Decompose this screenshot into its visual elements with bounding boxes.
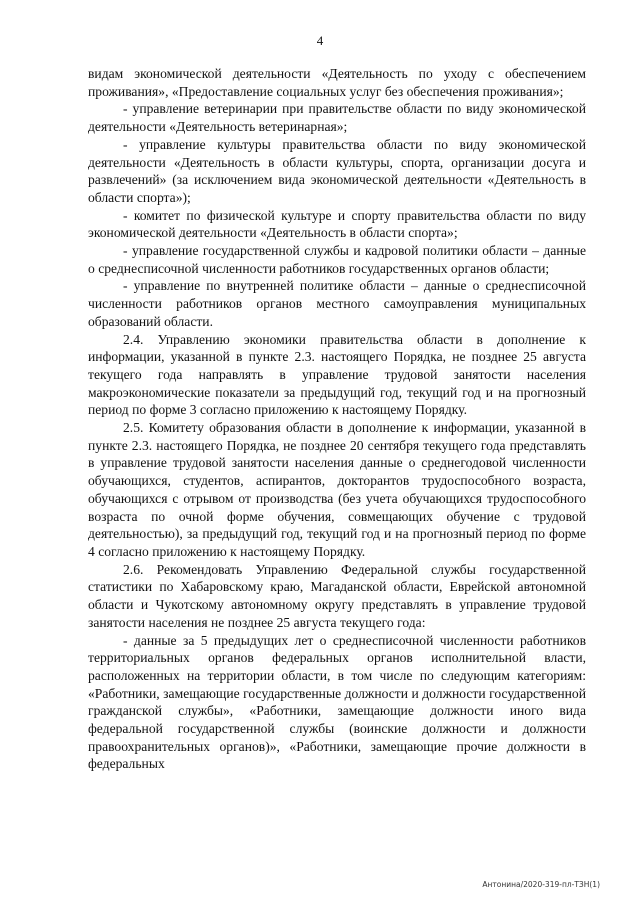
paragraph-civil-service: - управление государственной службы и кадровой политики области – данные о среднесписочной численности работников государственных органов области; (88, 243, 586, 276)
document-code-footer: Антонина/2020-319-пл-ТЗН(1) (482, 880, 600, 889)
paragraph-2-5: 2.5. Комитету образования области в дополнение к информации, указанной в пункте 2.3. настоящего Порядка, не позднее 20 сентября текущего года представлять в управление трудовой занятости населения данные о среднегодовой численности обучающихся, студентов, аспирантов, докторантов трудоспособного возраста, обучающихся с отрывом от производства (без учета обучающихся трудоспособного возраста по очной форме обучения, совмещающих обучение с трудовой деятельностью), за предыдущий год, текущий год и на прогнозный период по форме 4 согласно приложению к настоящему Порядку. (88, 420, 586, 559)
paragraph-continuation: видам экономической деятельности «Деятельность по уходу с обеспечением проживания», «Предоставление социальных услуг без обеспечения проживания»; (88, 66, 586, 99)
paragraph-veterinary: - управление ветеринарии при правительстве области по виду экономической деятельности «Деятельность ветеринарная»; (88, 101, 586, 135)
page-number: 4 (316, 33, 324, 48)
document-body (88, 65, 586, 773)
paragraph-sport: - комитет по физической культуре и спорту правительства области по виду экономической деятельности «Деятельность в области спорта»; (88, 207, 586, 241)
paragraph-internal-policy: - управление по внутренней политике области – данные о среднесписочной численности работников органов местного самоуправления муниципальных образований области. (88, 278, 586, 329)
paragraph-culture: - управление культуры правительства области по виду экономической деятельности «Деятельность в области культуры, спорта, организации досуга и развлечений» (за исключением вида экономической деятельности «Деятельность в области спорта»); (88, 136, 586, 205)
paragraph-2-6: 2.6. Рекомендовать Управлению Федеральной службы государственной статистики по Хабаровскому краю, Магаданской области, Еврейской автономной области и Чукотскому автономному округу представлять в управление трудовой занятости населения не позднее 25 августа текущего года: (88, 561, 586, 630)
paragraph-federal-data: - данные за 5 предыдущих лет о среднесписочной численности работников территориальных органов федеральных органов исполнительной власти, расположенных на территории области, в том числе по следующим категориям: «Работники, замещающие государственные должности и должности государственной гражданской службы», «Работники, замещающие должности иного вида федеральной государственной службы (воинские должности и должности правоохранительных органов)», «Работники, замещающие прочие должности в федеральных (88, 632, 586, 772)
paragraph-2-4: 2.4. Управлению экономики правительства области в дополнение к информации, указанной в пункте 2.3. настоящего Порядка, не позднее 25 августа текущего года направлять в управление трудовой занятости населения макроэкономические показатели за предыдущий год, текущий год и на прогнозный период по форме 3 согласно приложению к настоящему Порядку. (88, 331, 586, 418)
